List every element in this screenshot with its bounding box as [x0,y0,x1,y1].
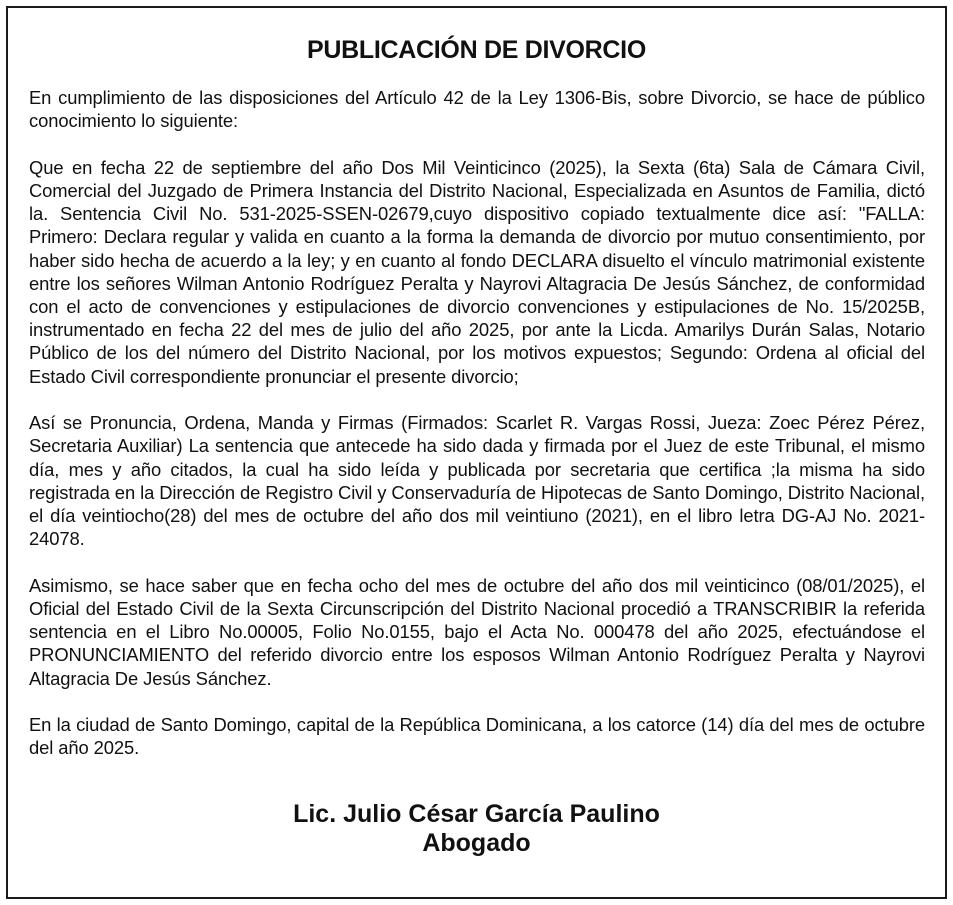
paragraph-ruling: Que en fecha 22 de septiembre del año Dos Mil Veinticinco (2025), la Sexta (6ta) Sala de Cámara Civil, Comercial del Juzgado de Primera Instancia del Distrito Nacional, Especializada en Asuntos de Familia, dictó la. Sentencia Civil No. 531-2025-SSEN-02679,cuyo dispositivo copiado textualmente dice así: "FALLA: Primero: Declara regular y valida en cuanto a la forma la demanda de divorcio por mutuo consentimiento, por haber sido hecha de acuerdo a la ley; y en cuanto al fondo DECLARA disuelto el vínculo matrimonial existente entre los señores Wilman Antonio Rodríguez Peralta y Nayrovi Altagracia De Jesús Sánchez, de conformidad con el acto de convenciones y estipulaciones de divorcio convenciones y estipulaciones de No. 15/2025B, instrumentado en fecha 22 del mes de julio del año 2025, por ante la Licda. Amarilys Durán Salas, Notario Público de los del número del Distrito Nacional, por los motivos expuestos; Segundo: Ordena al oficial del Estado Civil correspondiente pronunciar el presente divorcio; [29,156,925,387]
signature-block [8,800,945,858]
paragraph-closing: En la ciudad de Santo Domingo, capital de la República Dominicana, a los catorce (14) día del mes de octubre del año 2025. [29,714,925,759]
paragraph-signatures: Así se Pronuncia, Ordena, Manda y Firmas (Firmados: Scarlet R. Vargas Rossi, Jueza: Zoec Pérez Pérez, Secretaria Auxiliar) La sentencia que antecede ha sido dada y firmada por el Juez de este Tribunal, el mismo día, mes y año citados, la cual ha sido leída y publicada por secretaria que certifica ;la misma ha sido registrada en la Dirección de Registro Civil y Conservaduría de Hipotecas de Santo Domingo, Distrito Nacional, el día veintiocho(28) del mes de octubre del año dos mil veintiuno (2021), en el libro letra DG-AJ No. 2021-24078. [29,412,925,550]
notice-title: PUBLICACIÓN DE DIVORCIO [307,36,646,64]
paragraph-intro: En cumplimiento de las disposiciones del Artículo 42 de la Ley 1306-Bis, sobre Divorcio, se hace de público conocimiento lo siguiente: [29,87,925,132]
signer-role: Abogado [422,829,531,857]
notice-body [29,86,925,783]
paragraph-transcription: Asimismo, se hace saber que en fecha ocho del mes de octubre del año dos mil veinticinco (08/01/2025), el Oficial del Estado Civil de la Sexta Circunscripción del Distrito Nacional procedió a TRANSCRIBIR la referida sentencia en el Libro No.00005, Folio No.0155, bajo el Acta No. 000478 del año 2025, efectuándose el PRONUNCIAMIENTO del referido divorcio entre los esposos Wilman Antonio Rodríguez Peralta y Nayrovi Altagracia De Jesús Sánchez. [29,574,925,689]
legal-notice [6,6,947,899]
signer-name: Lic. Julio César García Paulino [293,800,660,828]
